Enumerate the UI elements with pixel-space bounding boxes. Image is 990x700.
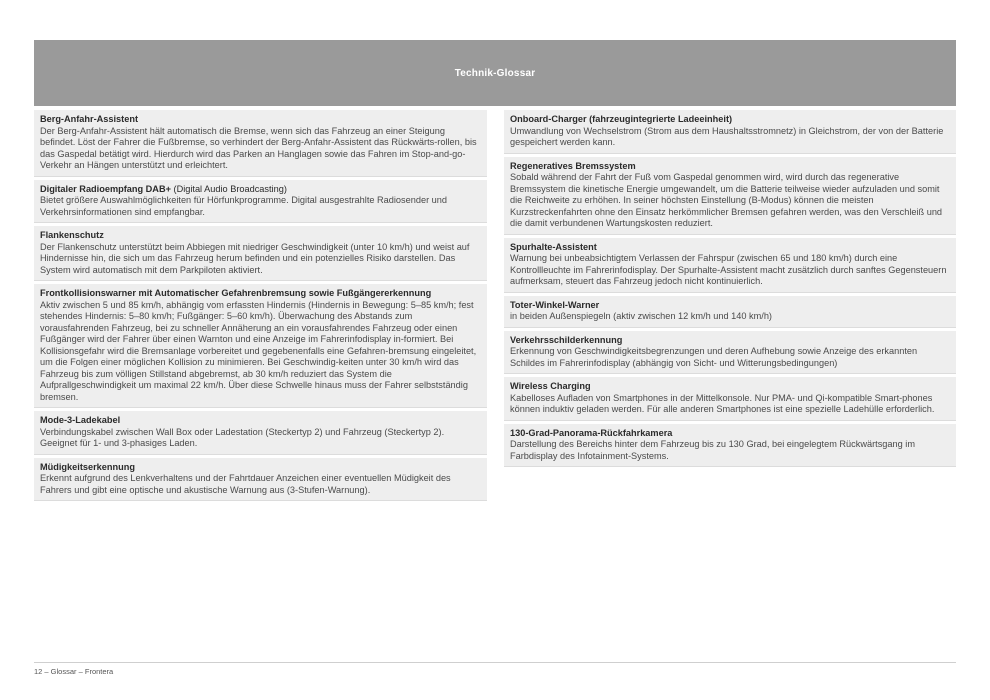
entry-term: Wireless Charging [510, 381, 591, 391]
entry-term: Onboard-Charger (fahrzeugintegrierte Ladeeinheit) [510, 114, 733, 124]
entry-definition: Der Berg-Anfahr-Assistent hält automatisch die Bremse, wenn sich das Fahrzeug an einer Steigung befindet. Löst der Fahrer die Fußbremse, so verhindert der Berg-Anfahr-Assistent das Rückwärts-rollen, bis das Gaspedal betätigt wird. Hierdurch wird das Parken an Hanglagen sowie das Fahren im Stop-and-go-Verkehr an Hängen unterstützt und erleichtert. [40, 125, 477, 170]
entry-term: Berg-Anfahr-Assistent [40, 114, 139, 124]
entry-definition: Aktiv zwischen 5 und 85 km/h, abhängig vom erfassten Hindernis (Hindernis in Bewegung: 5–85 km/h; fest stehendes Hindernis: 5–80 km/h; Fußgänger: 5–60 km/h). Überwachung des Abstands zum vorausfahrenden Fahrzeug, bei zu schneller Annäherung an ein vorausfahrendes Fahrzeug oder einen Fußgänger wird der Fahrer über einen Warnton und eine Anzeige im Fahrerinfodisplay in-formiert. Bei Kollisionsgefahr wird die Bremsanlage vorbereitet und gegebenenfalls eine Gefahren-bremsung eingeleitet, um die Folgen einer möglichen Kollision zu minimieren. Bei Geschwindig-keiten unter 30 km/h wird das Fahrzeug bis zum völligen Stillstand abgebremst, ab 30 km/h reduziert das System die Aufprallgeschwindigkeit um maximal 22 km/h. Über diese Schwelle hinaus muss der Fahrer selbstständig bremsen. [40, 299, 477, 402]
entry-term [40, 184, 482, 196]
glossary-entry [34, 110, 487, 177]
glossary-header [34, 40, 956, 106]
glossary-column-left [34, 110, 487, 504]
glossary-entry [504, 238, 956, 293]
entry-term: Frontkollisionswarner mit Automatischer Gefahrenbremsung sowie Fußgängererkennung [40, 288, 432, 298]
entry-term: Flankenschutz [40, 230, 104, 240]
glossary-entry [34, 226, 487, 281]
entry-term-sub: (Digital Audio Broadcasting) [170, 183, 287, 194]
entry-term-main: Digitaler Radioempfang DAB+ [40, 183, 171, 194]
entry-definition: Umwandlung von Wechselstrom (Strom aus dem Haushaltsstromnetz) in Gleichstrom, der von der Batterie gespeichert werden kann. [510, 125, 944, 147]
page-title: Technik-Glossar [454, 67, 536, 79]
glossary-entry [504, 331, 956, 375]
entry-definition: Der Flankenschutz unterstützt beim Abbiegen mit niedriger Geschwindigkeit (unter 10 km/h) und weist auf Hindernisse hin, die sich um das Fahrzeug herum befinden und ein potenzielles Risiko darstellen. Das System wird automatisch mit dem Parkpiloten aktiviert. [40, 241, 470, 275]
entry-term: Müdigkeitserkennung [40, 461, 135, 472]
entry-term: Regeneratives Bremssystem [510, 160, 636, 171]
glossary-entry [504, 424, 956, 468]
footer-divider [34, 662, 956, 663]
entry-term: Verkehrsschilderkennung [510, 334, 623, 345]
entry-definition: Erkennt aufgrund des Lenkverhaltens und der Fahrtdauer Anzeichen einer eventuellen Müdigkeit des Fahrers und gibt eine optische und akustische Warnung aus (3-Stufen-Warnung). [40, 473, 451, 495]
entry-definition: Verbindungskabel zwischen Wall Box oder Ladestation (Steckertyp 2) und Fahrzeug (Steckertyp 2). Geeignet für 1- und 3-phasiges Laden. [40, 426, 445, 448]
entry-term: 130-Grad-Panorama-Rückfahrkamera [510, 427, 673, 438]
glossary-entry [504, 377, 956, 421]
glossary-column-right [504, 110, 956, 470]
entry-definition: Sobald während der Fahrt der Fuß vom Gaspedal genommen wird, wird durch das regenerative Bremssystem die kinetische Energie umgewandelt, um die Batterie teilweise wieder aufzuladen und somit die Reichweite zu erhöhen. In seiner höchsten Einstellung (B-Modus) können die meisten Kurzstreckenfahrten ohne den Einsatz herkömmlicher Bremsen gefahren werden, was den Verschleiß und die damit verbundenen Wartungskosten reduziert. [510, 172, 943, 228]
entry-definition: Kabelloses Aufladen von Smartphones in der Mittelkonsole. Nur PMA- und Qi-kompatible Smart-phones können induktiv geladen werden. Für alle anderen Smartphones ist eine spezielle Ladehülle erforderlich. [510, 392, 935, 414]
glossary-entry [34, 458, 487, 502]
entry-definition: Warnung bei unbeabsichtigtem Verlassen der Fahrspur (zwischen 65 und 180 km/h) durch eine Kontrollleuchte im Fahrerinfodisplay. Der Spurhalte-Assistent macht zusätzlich durch sanftes Gegensteuern aufmerksam, steuert das Fahrzeug jedoch nicht kontinuierlich. [510, 253, 947, 286]
glossary-entry [34, 284, 487, 408]
glossary-entry [34, 411, 487, 455]
glossary-entry [504, 110, 956, 154]
entry-definition: Erkennung von Geschwindigkeitsbegrenzungen und deren Aufhebung sowie Anzeige des erkannten Schildes im Fahrerinfodisplay (abhängig von Sicht- und Witterungsbedingungen) [510, 346, 918, 368]
glossary-entry [504, 157, 956, 235]
glossary-entry [34, 180, 487, 224]
entry-definition: Darstellung des Bereichs hinter dem Fahrzeug bis zu 130 Grad, bei eingelegtem Rückwärtsgang im Farbdisplay des Infotainment-Systems. [510, 439, 915, 461]
entry-term: Spurhalte-Assistent [510, 241, 597, 252]
page-footer: 12 – Glossar – Frontera [34, 667, 114, 676]
entry-term: Toter-Winkel-Warner [510, 299, 600, 310]
glossary-entry [504, 296, 956, 328]
entry-definition: in beiden Außenspiegeln (aktiv zwischen 12 km/h und 140 km/h) [510, 311, 772, 321]
entry-definition: Bietet größere Auswahlmöglichkeiten für Hörfunkprogramme. Digital ausgestrahlte Radiosender und Verkehrsinformationen sind empfangbar. [40, 195, 448, 217]
entry-term: Mode-3-Ladekabel [40, 415, 121, 425]
